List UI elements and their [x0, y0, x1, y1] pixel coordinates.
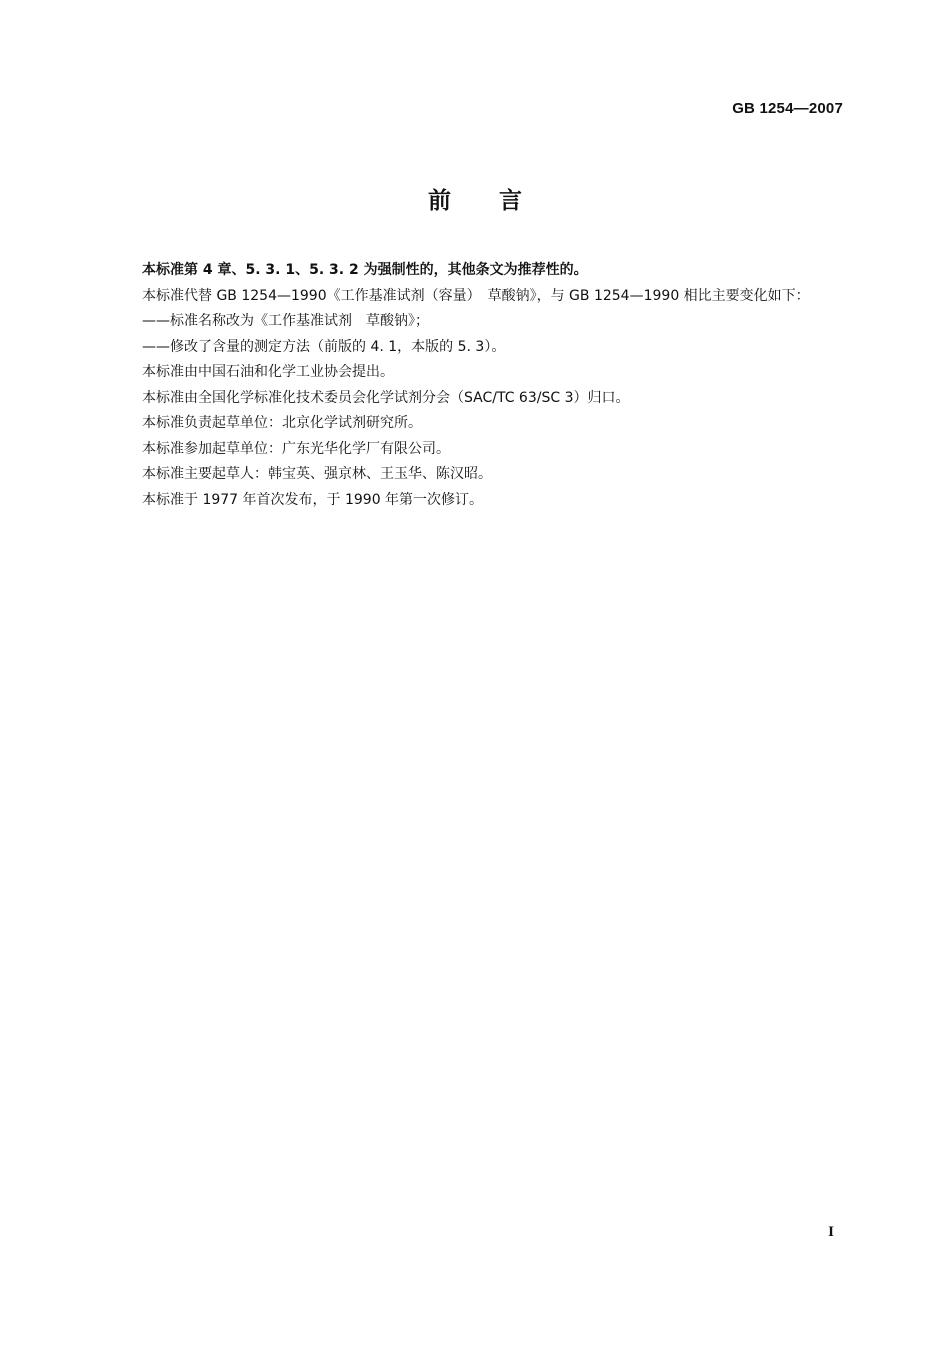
foreword-body: [108, 258, 843, 513]
standard-code: GB 1254—2007: [732, 100, 843, 117]
page-title: [0, 182, 950, 215]
paragraph-participating-unit: 本标准参加起草单位：广东光华化学厂有限公司。: [142, 440, 450, 457]
paragraph-replaces: 本标准代替 GB 1254—1990《工作基准试剂（容量） 草酸钠》，与 GB 1254—1990 相比主要变化如下：: [142, 287, 810, 304]
paragraph-history: 本标准于 1977 年首次发布，于 1990 年第一次修订。: [142, 491, 484, 508]
paragraph-drafters: 本标准主要起草人：韩宝英、强京林、王玉华、陈汉昭。: [142, 466, 492, 482]
paragraph-drafting-unit: 本标准负责起草单位：北京化学试剂研究所。: [142, 415, 422, 431]
title-char-2: 言: [499, 188, 522, 214]
list-item-method-change: ——修改了含量的测定方法（前版的 4. 1，本版的 5. 3）。: [142, 338, 506, 355]
list-item-name-change: ——标准名称改为《工作基准试剂 草酸钠》；: [142, 313, 429, 329]
page-number: I: [828, 1224, 834, 1240]
title-char-1: 前: [428, 188, 451, 214]
paragraph-centralized-by: 本标准由全国化学标准化技术委员会化学试剂分会（SAC/TC 63/SC 3）归口。: [142, 389, 630, 406]
paragraph-proposed-by: 本标准由中国石油和化学工业协会提出。: [142, 364, 394, 380]
paragraph-mandatory-clauses: 本标准第 4 章、5. 3. 1、5. 3. 2 为强制性的，其他条文为推荐性的。: [142, 262, 588, 278]
